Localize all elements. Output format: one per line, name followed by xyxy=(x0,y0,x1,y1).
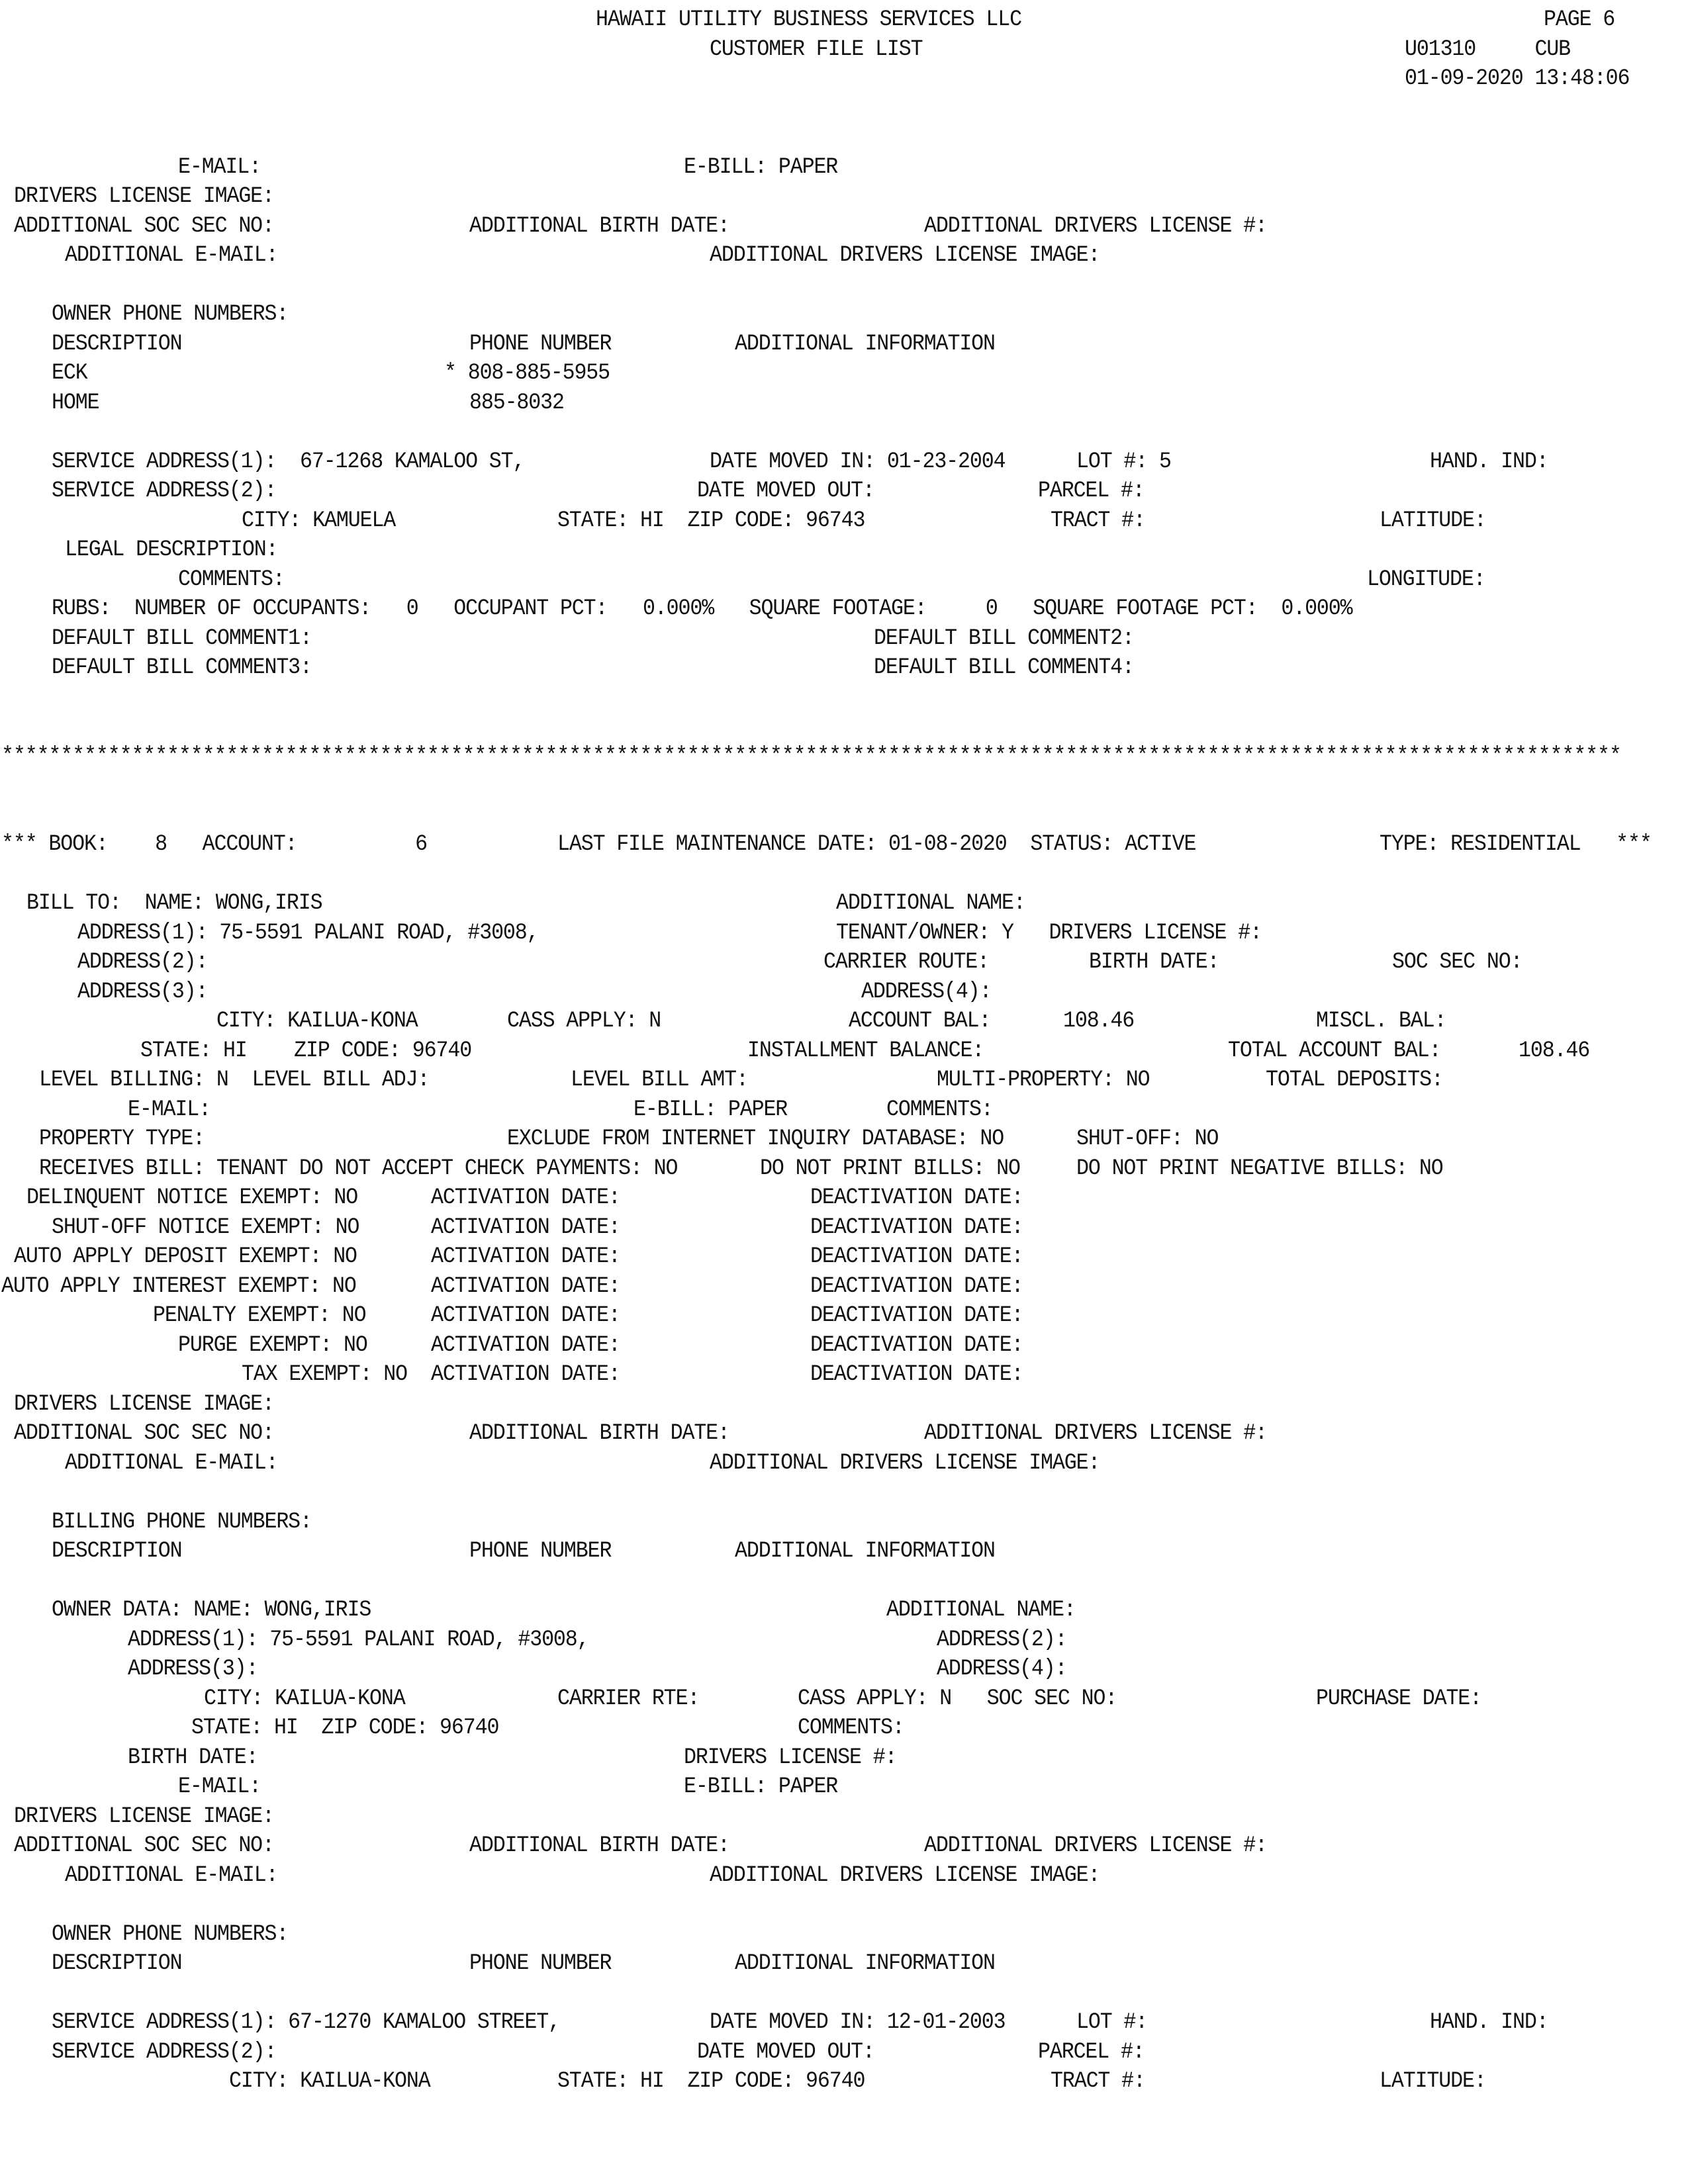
report-text: COMMENTS: xyxy=(886,1097,993,1122)
report-text: SHUT-OFF: NO xyxy=(1076,1126,1218,1152)
report-text: DATE MOVED IN: 12-01-2003 xyxy=(709,2010,1006,2035)
report-line xyxy=(0,2008,1688,2038)
blank-line xyxy=(0,123,1688,153)
report-line xyxy=(0,1596,1688,1625)
report-line xyxy=(0,1861,1688,1891)
report-line xyxy=(0,1154,1688,1184)
report-line xyxy=(0,1831,1688,1861)
report-text: E-BILL: PAPER xyxy=(684,1774,838,1799)
report-text: HAND. IND: xyxy=(1430,2010,1548,2035)
report-text: ADDITIONAL BIRTH DATE: xyxy=(469,213,729,239)
report-line xyxy=(0,1301,1688,1331)
report-text: PHONE NUMBER xyxy=(469,331,612,357)
report-line xyxy=(0,1684,1688,1714)
report-text: ADDITIONAL SOC SEC NO: xyxy=(14,213,275,239)
report-line xyxy=(0,1920,1688,1950)
report-text: DESCRIPTION xyxy=(52,331,182,357)
report-text: MISCL. BAL: xyxy=(1316,1009,1446,1034)
report-text: ACTIVATION DATE: xyxy=(431,1244,621,1269)
blank-line xyxy=(0,1478,1688,1508)
report-text: U01310 CUB xyxy=(1405,36,1571,62)
report-line xyxy=(0,594,1688,624)
report-text: MULTI-PROPERTY: NO xyxy=(937,1068,1150,1093)
report-line xyxy=(0,212,1688,242)
report-text: AUTO APPLY DEPOSIT EXEMPT: NO xyxy=(14,1244,357,1269)
report-line xyxy=(0,1772,1688,1802)
report-line xyxy=(0,1331,1688,1361)
report-text: ADDITIONAL INFORMATION xyxy=(734,1539,995,1564)
report-text: E-MAIL: xyxy=(178,154,261,180)
report-line xyxy=(0,1743,1688,1773)
report-line xyxy=(0,359,1688,388)
report-text: COMMENTS: xyxy=(798,1715,905,1741)
report-text: TYPE: RESIDENTIAL *** xyxy=(1379,832,1652,857)
report-text: DATE MOVED OUT: xyxy=(696,478,874,504)
report-line xyxy=(0,1419,1688,1449)
report-line xyxy=(0,1007,1688,1036)
report-line xyxy=(0,1183,1688,1213)
report-text: ADDRESS(4): xyxy=(861,979,992,1005)
report-text: HAWAII UTILITY BUSINESS SERVICES LLC xyxy=(595,7,1021,32)
report-text: ADDITIONAL DRIVERS LICENSE IMAGE: xyxy=(709,243,1100,268)
report-text: ACTIVATION DATE: xyxy=(431,1273,621,1299)
report-text: PENALTY EXEMPT: NO xyxy=(153,1303,366,1328)
blank-line xyxy=(0,1567,1688,1596)
report-line xyxy=(0,742,1688,772)
report-line xyxy=(0,1508,1688,1537)
report-text: LAST FILE MAINTENANCE DATE: 01-08-2020 STATUS: ACTIVE xyxy=(557,832,1196,857)
blank-line xyxy=(0,1979,1688,2009)
report-text: DRIVERS LICENSE IMAGE: xyxy=(14,1803,275,1829)
report-text: 885-8032 xyxy=(469,390,564,416)
report-text: ACTIVATION DATE: xyxy=(431,1362,621,1387)
report-text: AUTO APPLY INTEREST EXEMPT: NO xyxy=(1,1273,356,1299)
report-text: STATE: HI ZIP CODE: 96743 xyxy=(557,508,865,533)
report-text: LOT #: 5 xyxy=(1076,449,1171,475)
report-text: PHONE NUMBER xyxy=(469,1539,612,1564)
report-line xyxy=(0,1066,1688,1095)
report-line xyxy=(0,1213,1688,1243)
report-text: DEFAULT BILL COMMENT4: xyxy=(873,655,1134,680)
report-text: LEVEL BILLING: N LEVEL BILL ADJ: xyxy=(39,1068,430,1093)
report-text: DEACTIVATION DATE: xyxy=(810,1244,1023,1269)
report-text: TOTAL DEPOSITS: xyxy=(1266,1068,1443,1093)
report-text: ADDITIONAL NAME: xyxy=(886,1598,1076,1623)
report-text: SHUT-OFF NOTICE EXEMPT: NO xyxy=(52,1214,359,1240)
report-line xyxy=(0,388,1688,418)
report-line xyxy=(0,1095,1688,1125)
report-line xyxy=(0,506,1688,536)
blank-line xyxy=(0,712,1688,742)
report-text: SERVICE ADDRESS(2): xyxy=(52,2039,277,2065)
report-text: CARRIER ROUTE: xyxy=(823,950,989,975)
report-text: BILLING PHONE NUMBERS: xyxy=(52,1509,312,1535)
report-text: TRACT #: xyxy=(1051,2069,1146,2094)
report-text: ACTIVATION DATE: xyxy=(431,1332,621,1358)
report-text: CASS APPLY: N SOC SEC NO: xyxy=(798,1686,1117,1711)
report-text: ADDITIONAL DRIVERS LICENSE #: xyxy=(924,213,1268,239)
report-text: ADDITIONAL DRIVERS LICENSE IMAGE: xyxy=(709,1450,1100,1476)
report-text: SERVICE ADDRESS(1): 67-1268 KAMALOO ST, xyxy=(52,449,525,475)
report-text: PARCEL #: xyxy=(1038,2039,1145,2065)
report-text: ADDITIONAL BIRTH DATE: xyxy=(469,1833,729,1858)
report-text: ADDRESS(2): xyxy=(77,950,208,975)
report-text: CITY: KAILUA-KONA xyxy=(216,1009,418,1034)
report-text: PAGE 6 xyxy=(1544,7,1615,32)
report-line xyxy=(0,565,1688,595)
report-text: ADDRESS(3): xyxy=(77,979,208,1005)
report-text: E-MAIL: xyxy=(128,1097,211,1122)
report-text: DO NOT PRINT NEGATIVE BILLS: NO xyxy=(1076,1156,1443,1181)
report-line xyxy=(0,1036,1688,1066)
report-text: DEACTIVATION DATE: xyxy=(810,1214,1023,1240)
blank-line xyxy=(0,94,1688,124)
report-text: E-MAIL: xyxy=(178,1774,261,1799)
blank-line xyxy=(0,418,1688,447)
report-text: DRIVERS LICENSE #: xyxy=(684,1745,897,1770)
report-text: ADDITIONAL INFORMATION xyxy=(734,331,995,357)
report-text: BILL TO: NAME: WONG,IRIS xyxy=(26,891,322,916)
report-text: * 808-885-5955 xyxy=(444,361,610,386)
report-line xyxy=(0,330,1688,359)
report-line xyxy=(0,2067,1688,2097)
report-text: ADDRESS(2): xyxy=(937,1627,1067,1653)
report-line xyxy=(0,1713,1688,1743)
report-text: EXCLUDE FROM INTERNET INQUIRY DATABASE: NO xyxy=(507,1126,1004,1152)
report-text: DEFAULT BILL COMMENT1: xyxy=(52,625,312,651)
report-text: LEGAL DESCRIPTION: xyxy=(64,537,277,563)
report-text: TAX EXEMPT: NO xyxy=(241,1362,407,1387)
report-line xyxy=(0,948,1688,978)
report-line xyxy=(0,1537,1688,1567)
report-text: DATE MOVED IN: 01-23-2004 xyxy=(709,449,1006,475)
report-text: HOME xyxy=(52,390,99,416)
report-text: OWNER DATA: NAME: WONG,IRIS xyxy=(52,1598,371,1623)
report-text: LOT #: xyxy=(1076,2010,1147,2035)
report-text: SERVICE ADDRESS(2): xyxy=(52,478,277,504)
report-text: CASS APPLY: N xyxy=(507,1009,661,1034)
report-text: DEACTIVATION DATE: xyxy=(810,1362,1023,1387)
blank-line xyxy=(0,801,1688,831)
report-text: LATITUDE: xyxy=(1379,2069,1486,2094)
report-text: E-BILL: PAPER xyxy=(684,154,838,180)
report-text: STATE: HI ZIP CODE: 96740 xyxy=(557,2069,865,2094)
report-line xyxy=(0,64,1688,94)
report-text: DEFAULT BILL COMMENT3: xyxy=(52,655,312,680)
report-text: ACTIVATION DATE: xyxy=(431,1185,621,1210)
report-text: ADDITIONAL SOC SEC NO: xyxy=(14,1833,275,1858)
report-text: ADDITIONAL E-MAIL: xyxy=(64,243,277,268)
report-text: 01-09-2020 13:48:06 xyxy=(1405,66,1630,91)
report-line xyxy=(0,1124,1688,1154)
report-text: RUBS: NUMBER OF OCCUPANTS: 0 OCCUPANT PCT: 0.000% SQUARE FOOTAGE: 0 SQUARE FOOTAGE PCT: 0.000% xyxy=(52,596,1352,621)
report-text: DEFAULT BILL COMMENT2: xyxy=(873,625,1134,651)
report-line xyxy=(0,1360,1688,1390)
report-line xyxy=(0,35,1688,65)
blank-line xyxy=(0,771,1688,801)
report-text: PARCEL #: xyxy=(1038,478,1145,504)
report-text: OWNER PHONE NUMBERS: xyxy=(52,302,289,327)
report-text: RECEIVES BILL: TENANT DO NOT ACCEPT CHECK PAYMENTS: NO xyxy=(39,1156,678,1181)
report-text: CITY: KAILUA-KONA xyxy=(228,2069,430,2094)
report-text: HAND. IND: xyxy=(1430,449,1548,475)
report-text: COMMENTS: xyxy=(178,567,285,592)
report-text: ADDITIONAL NAME: xyxy=(835,891,1025,916)
report-text: CITY: KAMUELA xyxy=(241,508,396,533)
report-text: STATE: HI ZIP CODE: 96740 xyxy=(191,1715,498,1741)
report-line xyxy=(0,5,1688,35)
report-line xyxy=(0,535,1688,565)
report-line xyxy=(0,919,1688,948)
report-text: *** BOOK: 8 ACCOUNT: 6 xyxy=(1,832,427,857)
report-text: LATITUDE: xyxy=(1379,508,1486,533)
report-text: 108.46 xyxy=(1519,1038,1590,1064)
report-line xyxy=(0,1625,1688,1655)
report-line xyxy=(0,1949,1688,1979)
report-text: DEACTIVATION DATE: xyxy=(810,1303,1023,1328)
blank-line xyxy=(0,1890,1688,1920)
report-text: DO NOT PRINT BILLS: NO xyxy=(760,1156,1020,1181)
report-text: DRIVERS LICENSE IMAGE: xyxy=(14,1391,275,1417)
report-text: DESCRIPTION xyxy=(52,1951,182,1976)
report-text: TRACT #: xyxy=(1051,508,1146,533)
report-text: 108.46 xyxy=(1063,1009,1135,1034)
report-text: PURGE EXEMPT: NO xyxy=(178,1332,368,1358)
report-text: PURCHASE DATE: xyxy=(1316,1686,1482,1711)
report-text: BIRTH DATE: xyxy=(1088,950,1219,975)
report-text: ADDITIONAL E-MAIL: xyxy=(64,1862,277,1888)
report-text: PROPERTY TYPE: xyxy=(39,1126,205,1152)
report-text: ADDITIONAL DRIVERS LICENSE IMAGE: xyxy=(709,1862,1100,1888)
report-text: ADDITIONAL INFORMATION xyxy=(734,1951,995,1976)
report-line xyxy=(0,978,1688,1007)
report-text: ECK xyxy=(52,361,87,386)
report-text: ACCOUNT BAL: xyxy=(848,1009,991,1034)
report-text: ADDRESS(1): 75-5591 PALANI ROAD, #3008, xyxy=(77,920,539,946)
report-line xyxy=(0,2038,1688,2068)
report-text: ADDRESS(1): 75-5591 PALANI ROAD, #3008, xyxy=(128,1627,589,1653)
report-text: DEACTIVATION DATE: xyxy=(810,1273,1023,1299)
report-text: E-BILL: PAPER xyxy=(633,1097,788,1122)
report-line xyxy=(0,653,1688,683)
blank-line xyxy=(0,860,1688,889)
report-text: ADDITIONAL SOC SEC NO: xyxy=(14,1421,275,1446)
report-text: ADDITIONAL E-MAIL: xyxy=(64,1450,277,1476)
report-text: ***************************************************************************************************************************************** xyxy=(1,743,1621,769)
customer-file-list-report xyxy=(0,5,1688,2097)
report-text: SOC SEC NO: xyxy=(1392,950,1523,975)
report-text: TENANT/OWNER: Y DRIVERS LICENSE #: xyxy=(835,920,1262,946)
report-line xyxy=(0,624,1688,654)
report-line xyxy=(0,1449,1688,1479)
report-text: LONGITUDE: xyxy=(1366,567,1485,592)
report-text: ADDITIONAL DRIVERS LICENSE #: xyxy=(924,1833,1268,1858)
report-text: STATE: HI ZIP CODE: 96740 xyxy=(140,1038,472,1064)
report-line xyxy=(0,1272,1688,1302)
report-text: ACTIVATION DATE: xyxy=(431,1303,621,1328)
report-text: CUSTOMER FILE LIST xyxy=(709,36,923,62)
report-text: SERVICE ADDRESS(1): 67-1270 KAMALOO STREET, xyxy=(52,2010,561,2035)
report-text: DATE MOVED OUT: xyxy=(696,2039,874,2065)
report-line xyxy=(0,1390,1688,1420)
report-text: TOTAL ACCOUNT BAL: xyxy=(1227,1038,1441,1064)
report-text: ADDRESS(3): xyxy=(128,1657,258,1682)
report-text: ADDRESS(4): xyxy=(937,1657,1067,1682)
report-text: BIRTH DATE: xyxy=(128,1745,258,1770)
report-text: DEACTIVATION DATE: xyxy=(810,1332,1023,1358)
report-text: DESCRIPTION xyxy=(52,1539,182,1564)
report-line xyxy=(0,889,1688,919)
report-text: ADDITIONAL BIRTH DATE: xyxy=(469,1421,729,1446)
report-text: ACTIVATION DATE: xyxy=(431,1214,621,1240)
report-text: DRIVERS LICENSE IMAGE: xyxy=(14,184,275,209)
blank-line xyxy=(0,683,1688,713)
report-line xyxy=(0,1655,1688,1684)
report-text: ADDITIONAL DRIVERS LICENSE #: xyxy=(924,1421,1268,1446)
report-text: OWNER PHONE NUMBERS: xyxy=(52,1921,289,1947)
report-line xyxy=(0,447,1688,477)
report-text: DELINQUENT NOTICE EXEMPT: NO xyxy=(26,1185,358,1210)
report-line xyxy=(0,477,1688,506)
blank-line xyxy=(0,271,1688,300)
report-line xyxy=(0,1802,1688,1832)
report-text: INSTALLMENT BALANCE: xyxy=(747,1038,984,1064)
report-line xyxy=(0,830,1688,860)
report-text: CITY: KAILUA-KONA xyxy=(203,1686,405,1711)
report-text: CARRIER RTE: xyxy=(557,1686,700,1711)
report-text: PHONE NUMBER xyxy=(469,1951,612,1976)
report-text: DEACTIVATION DATE: xyxy=(810,1185,1023,1210)
report-line xyxy=(0,153,1688,183)
report-line xyxy=(0,182,1688,212)
report-text: LEVEL BILL AMT: xyxy=(570,1068,748,1093)
report-line xyxy=(0,241,1688,271)
report-line xyxy=(0,1242,1688,1272)
report-line xyxy=(0,300,1688,330)
